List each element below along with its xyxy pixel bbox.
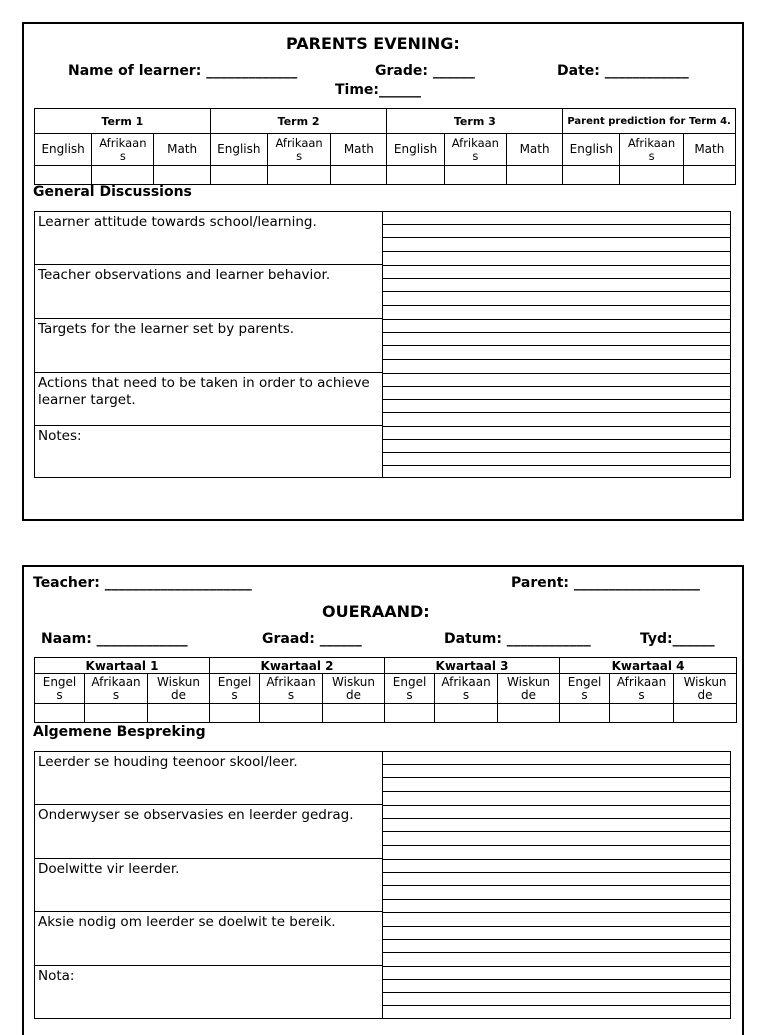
term-header: Term 1 xyxy=(35,109,211,134)
grade-field[interactable]: Graad: ______ xyxy=(262,631,362,647)
term-header: Term 3 xyxy=(387,109,563,134)
term-header: Kwartaal 1 xyxy=(35,658,210,674)
subject-header: Math xyxy=(683,134,735,166)
mark-cell[interactable] xyxy=(92,166,154,185)
mark-cell[interactable] xyxy=(210,704,260,723)
mark-cell[interactable] xyxy=(563,166,620,185)
subject-header: Engel s xyxy=(385,674,435,704)
mark-cell[interactable] xyxy=(148,704,210,723)
subject-header: Math xyxy=(506,134,562,166)
subject-header: English xyxy=(35,134,92,166)
discussion-box xyxy=(34,211,731,478)
mark-cell[interactable] xyxy=(385,704,435,723)
subject-header: Afrikaan s xyxy=(444,134,506,166)
subject-header: Afrikaan s xyxy=(610,674,674,704)
subject-header: Afrikaan s xyxy=(620,134,683,166)
mark-cell[interactable] xyxy=(498,704,560,723)
subject-header: Afrikaan s xyxy=(85,674,148,704)
mark-cell[interactable] xyxy=(154,166,210,185)
parent-field[interactable]: Parent: __________________ xyxy=(511,575,700,591)
subject-header: Engel s xyxy=(210,674,260,704)
mark-cell[interactable] xyxy=(210,166,267,185)
subject-header: Wiskun de xyxy=(674,674,737,704)
discussion-prompt: Teacher observations and learner behavior. xyxy=(35,265,382,319)
term-header: Kwartaal 2 xyxy=(210,658,385,674)
subject-header: Wiskun de xyxy=(498,674,560,704)
section-title: General Discussions xyxy=(33,184,192,200)
mark-cell[interactable] xyxy=(387,166,444,185)
mark-cell[interactable] xyxy=(35,704,85,723)
mark-cell[interactable] xyxy=(560,704,610,723)
term-marks-table xyxy=(34,108,736,185)
mark-cell[interactable] xyxy=(323,704,385,723)
subject-header: Engel s xyxy=(35,674,85,704)
discussion-prompt: Doelwitte vir leerder. xyxy=(35,859,382,912)
oueraand-form xyxy=(22,565,744,1035)
mark-cell[interactable] xyxy=(620,166,683,185)
subject-header: Afrikaan s xyxy=(260,674,323,704)
subject-header: Afrikaan s xyxy=(267,134,330,166)
mark-cell[interactable] xyxy=(267,166,330,185)
learner-name-field[interactable]: Naam: _____________ xyxy=(41,631,188,647)
subject-header: English xyxy=(210,134,267,166)
term-header: Term 2 xyxy=(210,109,387,134)
time-field[interactable]: Time:______ xyxy=(335,82,422,98)
mark-cell[interactable] xyxy=(506,166,562,185)
term-header: Kwartaal 4 xyxy=(560,658,737,674)
mark-cell[interactable] xyxy=(35,166,92,185)
time-field[interactable]: Tyd:______ xyxy=(640,631,715,647)
subject-header: Afrikaan s xyxy=(92,134,154,166)
mark-cell[interactable] xyxy=(674,704,737,723)
subject-header: English xyxy=(387,134,444,166)
discussion-prompt: Onderwyser se observasies en leerder gedrag. xyxy=(35,805,382,859)
mark-cell[interactable] xyxy=(85,704,148,723)
discussion-prompt: Nota: xyxy=(38,968,75,984)
term-header: Kwartaal 3 xyxy=(385,658,560,674)
discussion-prompt: Leerder se houding teenoor skool/leer. xyxy=(35,752,382,805)
date-field[interactable]: Date: ____________ xyxy=(557,63,689,79)
subject-header: Engel s xyxy=(560,674,610,704)
mark-cell[interactable] xyxy=(444,166,506,185)
form-title: OUERAAND: xyxy=(322,602,430,621)
discussion-box xyxy=(34,751,731,1019)
section-title: Algemene Bespreking xyxy=(33,724,206,740)
date-field[interactable]: Datum: ____________ xyxy=(444,631,591,647)
subject-header: Math xyxy=(331,134,387,166)
term-header: Parent prediction for Term 4. xyxy=(563,109,736,134)
mark-cell[interactable] xyxy=(331,166,387,185)
grade-field[interactable]: Grade: ______ xyxy=(375,63,475,79)
discussion-prompt: Aksie nodig om leerder se doelwit te bereik. xyxy=(35,912,382,966)
subject-header: Wiskun de xyxy=(148,674,210,704)
discussion-prompt: Actions that need to be taken in order to achieve learner target. xyxy=(35,373,382,426)
discussion-prompt: Notes: xyxy=(38,428,82,444)
subject-header: Wiskun de xyxy=(323,674,385,704)
learner-name-field[interactable]: Name of learner: _____________ xyxy=(68,63,298,79)
term-marks-table xyxy=(34,657,737,723)
subject-header: Afrikaan s xyxy=(435,674,498,704)
subject-header: Math xyxy=(154,134,210,166)
mark-cell[interactable] xyxy=(260,704,323,723)
mark-cell[interactable] xyxy=(610,704,674,723)
teacher-field[interactable]: Teacher: _____________________ xyxy=(33,575,252,591)
subject-header: English xyxy=(563,134,620,166)
mark-cell[interactable] xyxy=(435,704,498,723)
discussion-prompt: Targets for the learner set by parents. xyxy=(35,319,382,373)
parents-evening-form xyxy=(22,22,744,521)
mark-cell[interactable] xyxy=(683,166,735,185)
discussion-prompt: Learner attitude towards school/learning. xyxy=(35,212,382,265)
form-title: PARENTS EVENING: xyxy=(286,34,460,53)
